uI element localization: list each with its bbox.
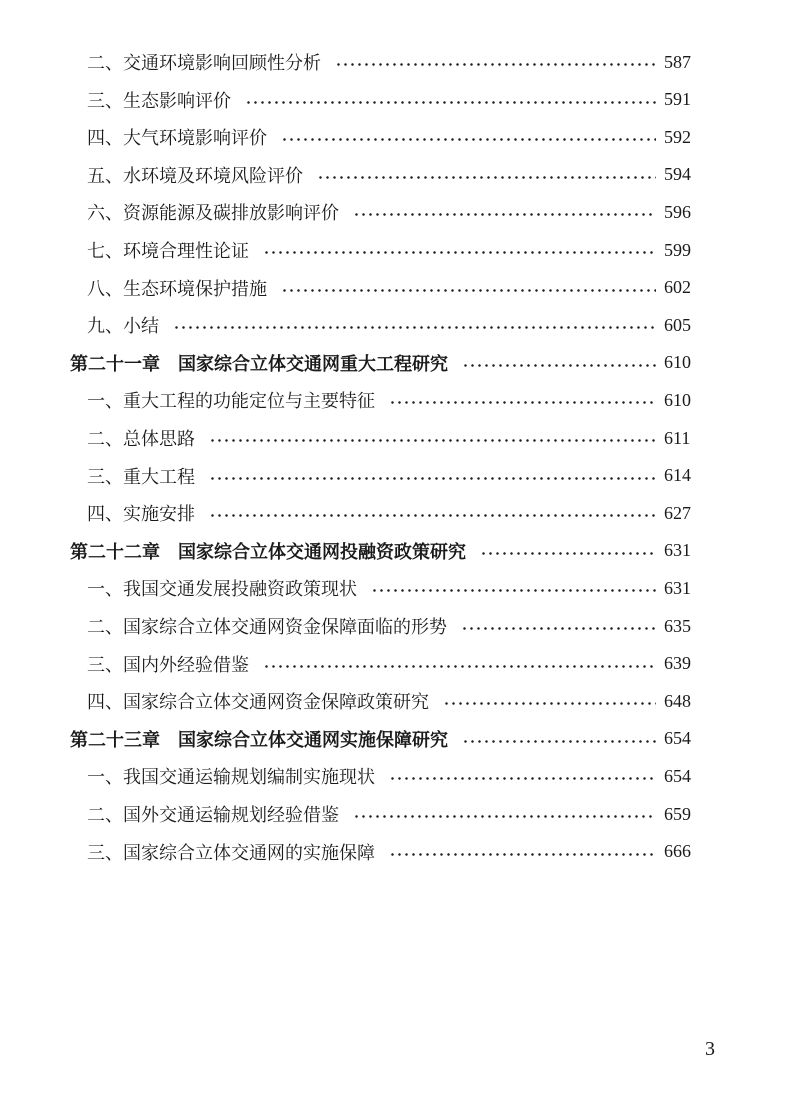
toc-entry-title: 三、生态影响评价 bbox=[87, 90, 231, 112]
toc-section-entry[interactable] bbox=[0, 122, 790, 152]
toc-section-entry[interactable] bbox=[0, 498, 790, 528]
dot-leader bbox=[371, 589, 656, 592]
toc-entry-page: 654 bbox=[664, 765, 691, 786]
toc-entry-page: 631 bbox=[664, 577, 691, 598]
dot-leader bbox=[263, 665, 656, 668]
toc-entry-title: 二、国家综合立体交通网资金保障面临的形势 bbox=[87, 617, 447, 638]
toc-entry-page: 614 bbox=[664, 465, 691, 486]
toc-section-entry[interactable] bbox=[0, 85, 790, 115]
toc-entry-title: 四、国家综合立体交通网资金保障政策研究 bbox=[87, 692, 429, 714]
toc-section-entry[interactable] bbox=[0, 837, 790, 867]
dot-leader bbox=[209, 439, 656, 442]
dot-leader bbox=[209, 514, 656, 517]
dot-leader bbox=[317, 176, 656, 179]
toc-entry-page: 666 bbox=[664, 841, 691, 862]
toc-section-entry[interactable] bbox=[0, 799, 790, 829]
dot-leader bbox=[389, 853, 656, 856]
toc-entry-title: 第二十二章 国家综合立体交通网投融资政策研究 bbox=[70, 541, 466, 563]
toc-entry-page: 654 bbox=[664, 728, 691, 749]
dot-leader bbox=[461, 627, 656, 630]
dot-leader bbox=[443, 702, 656, 705]
toc-entry-title: 七、环境合理性论证 bbox=[87, 241, 249, 262]
toc-section-entry[interactable] bbox=[0, 197, 790, 227]
toc-entry-page: 592 bbox=[664, 126, 691, 147]
toc-entry-page: 605 bbox=[664, 314, 691, 335]
toc-entry-page: 594 bbox=[664, 164, 691, 185]
dot-leader bbox=[281, 138, 656, 141]
toc-entry-page: 659 bbox=[664, 803, 691, 824]
dot-leader bbox=[245, 101, 656, 104]
toc-entry-title: 第二十一章 国家综合立体交通网重大工程研究 bbox=[70, 353, 448, 375]
dot-leader bbox=[462, 364, 656, 367]
toc-entry-page: 602 bbox=[664, 277, 691, 298]
toc-entry-title: 五、水环境及环境风险评价 bbox=[87, 165, 303, 187]
toc-entry-title: 三、重大工程 bbox=[87, 466, 195, 488]
toc-entry-page: 627 bbox=[664, 502, 691, 523]
toc-entry-title: 一、重大工程的功能定位与主要特征 bbox=[87, 391, 375, 413]
toc-entry-page: 610 bbox=[664, 352, 691, 373]
toc-chapter-entry[interactable] bbox=[0, 348, 790, 378]
dot-leader bbox=[335, 63, 656, 66]
dot-leader bbox=[281, 289, 656, 292]
toc-entry-page: 587 bbox=[664, 51, 691, 72]
toc-section-entry[interactable] bbox=[0, 235, 790, 265]
page-number: 3 bbox=[705, 1038, 715, 1060]
toc-section-entry[interactable] bbox=[0, 649, 790, 679]
toc-section-entry[interactable] bbox=[0, 385, 790, 415]
toc-section-entry[interactable] bbox=[0, 686, 790, 716]
toc-entry-title: 二、国外交通运输规划经验借鉴 bbox=[87, 805, 339, 826]
toc-section-entry[interactable] bbox=[0, 461, 790, 491]
toc-entry-title: 三、国内外经验借鉴 bbox=[87, 654, 249, 676]
toc-section-entry[interactable] bbox=[0, 573, 790, 603]
toc-entry-page: 611 bbox=[664, 427, 691, 448]
toc-section-entry[interactable] bbox=[0, 160, 790, 190]
toc-entry-title: 六、资源能源及碳排放影响评价 bbox=[87, 203, 339, 225]
toc-entry-page: 648 bbox=[664, 690, 691, 711]
dot-leader bbox=[389, 401, 656, 404]
toc-chapter-entry[interactable] bbox=[0, 536, 790, 566]
toc-entry-page: 596 bbox=[664, 201, 691, 222]
toc-entry-title: 一、我国交通运输规划编制实施现状 bbox=[87, 767, 375, 789]
dot-leader bbox=[209, 477, 656, 480]
toc-entry-page: 635 bbox=[664, 615, 691, 636]
dot-leader bbox=[263, 251, 656, 254]
toc-section-entry[interactable] bbox=[0, 611, 790, 641]
toc-section-entry[interactable] bbox=[0, 273, 790, 303]
toc-entry-title: 九、小结 bbox=[87, 316, 159, 338]
dot-leader bbox=[353, 213, 656, 216]
toc-section-entry[interactable] bbox=[0, 761, 790, 791]
toc-entry-title: 二、总体思路 bbox=[87, 429, 195, 450]
dot-leader bbox=[462, 740, 656, 743]
toc-entry-page: 599 bbox=[664, 239, 691, 260]
dot-leader bbox=[173, 326, 656, 329]
toc-entry-title: 第二十三章 国家综合立体交通网实施保障研究 bbox=[70, 729, 448, 751]
toc-section-entry[interactable] bbox=[0, 423, 790, 453]
dot-leader bbox=[389, 777, 656, 780]
toc-entry-title: 二、交通环境影响回顾性分析 bbox=[87, 53, 321, 74]
toc-entry-page: 639 bbox=[664, 653, 691, 674]
toc-section-entry[interactable] bbox=[0, 310, 790, 340]
toc-entry-page: 610 bbox=[664, 389, 691, 410]
toc-entry-title: 四、实施安排 bbox=[87, 504, 195, 526]
dot-leader bbox=[480, 552, 656, 555]
toc-entry-page: 631 bbox=[664, 540, 691, 561]
toc-entry-title: 一、我国交通发展投融资政策现状 bbox=[87, 579, 357, 601]
dot-leader bbox=[353, 815, 656, 818]
toc-entry-page: 591 bbox=[664, 89, 691, 110]
toc-entry-title: 四、大气环境影响评价 bbox=[87, 128, 267, 150]
toc-chapter-entry[interactable] bbox=[0, 724, 790, 754]
toc-entry-title: 三、国家综合立体交通网的实施保障 bbox=[87, 842, 375, 864]
toc-section-entry[interactable] bbox=[0, 47, 790, 77]
toc-entry-title: 八、生态环境保护措施 bbox=[87, 278, 267, 300]
